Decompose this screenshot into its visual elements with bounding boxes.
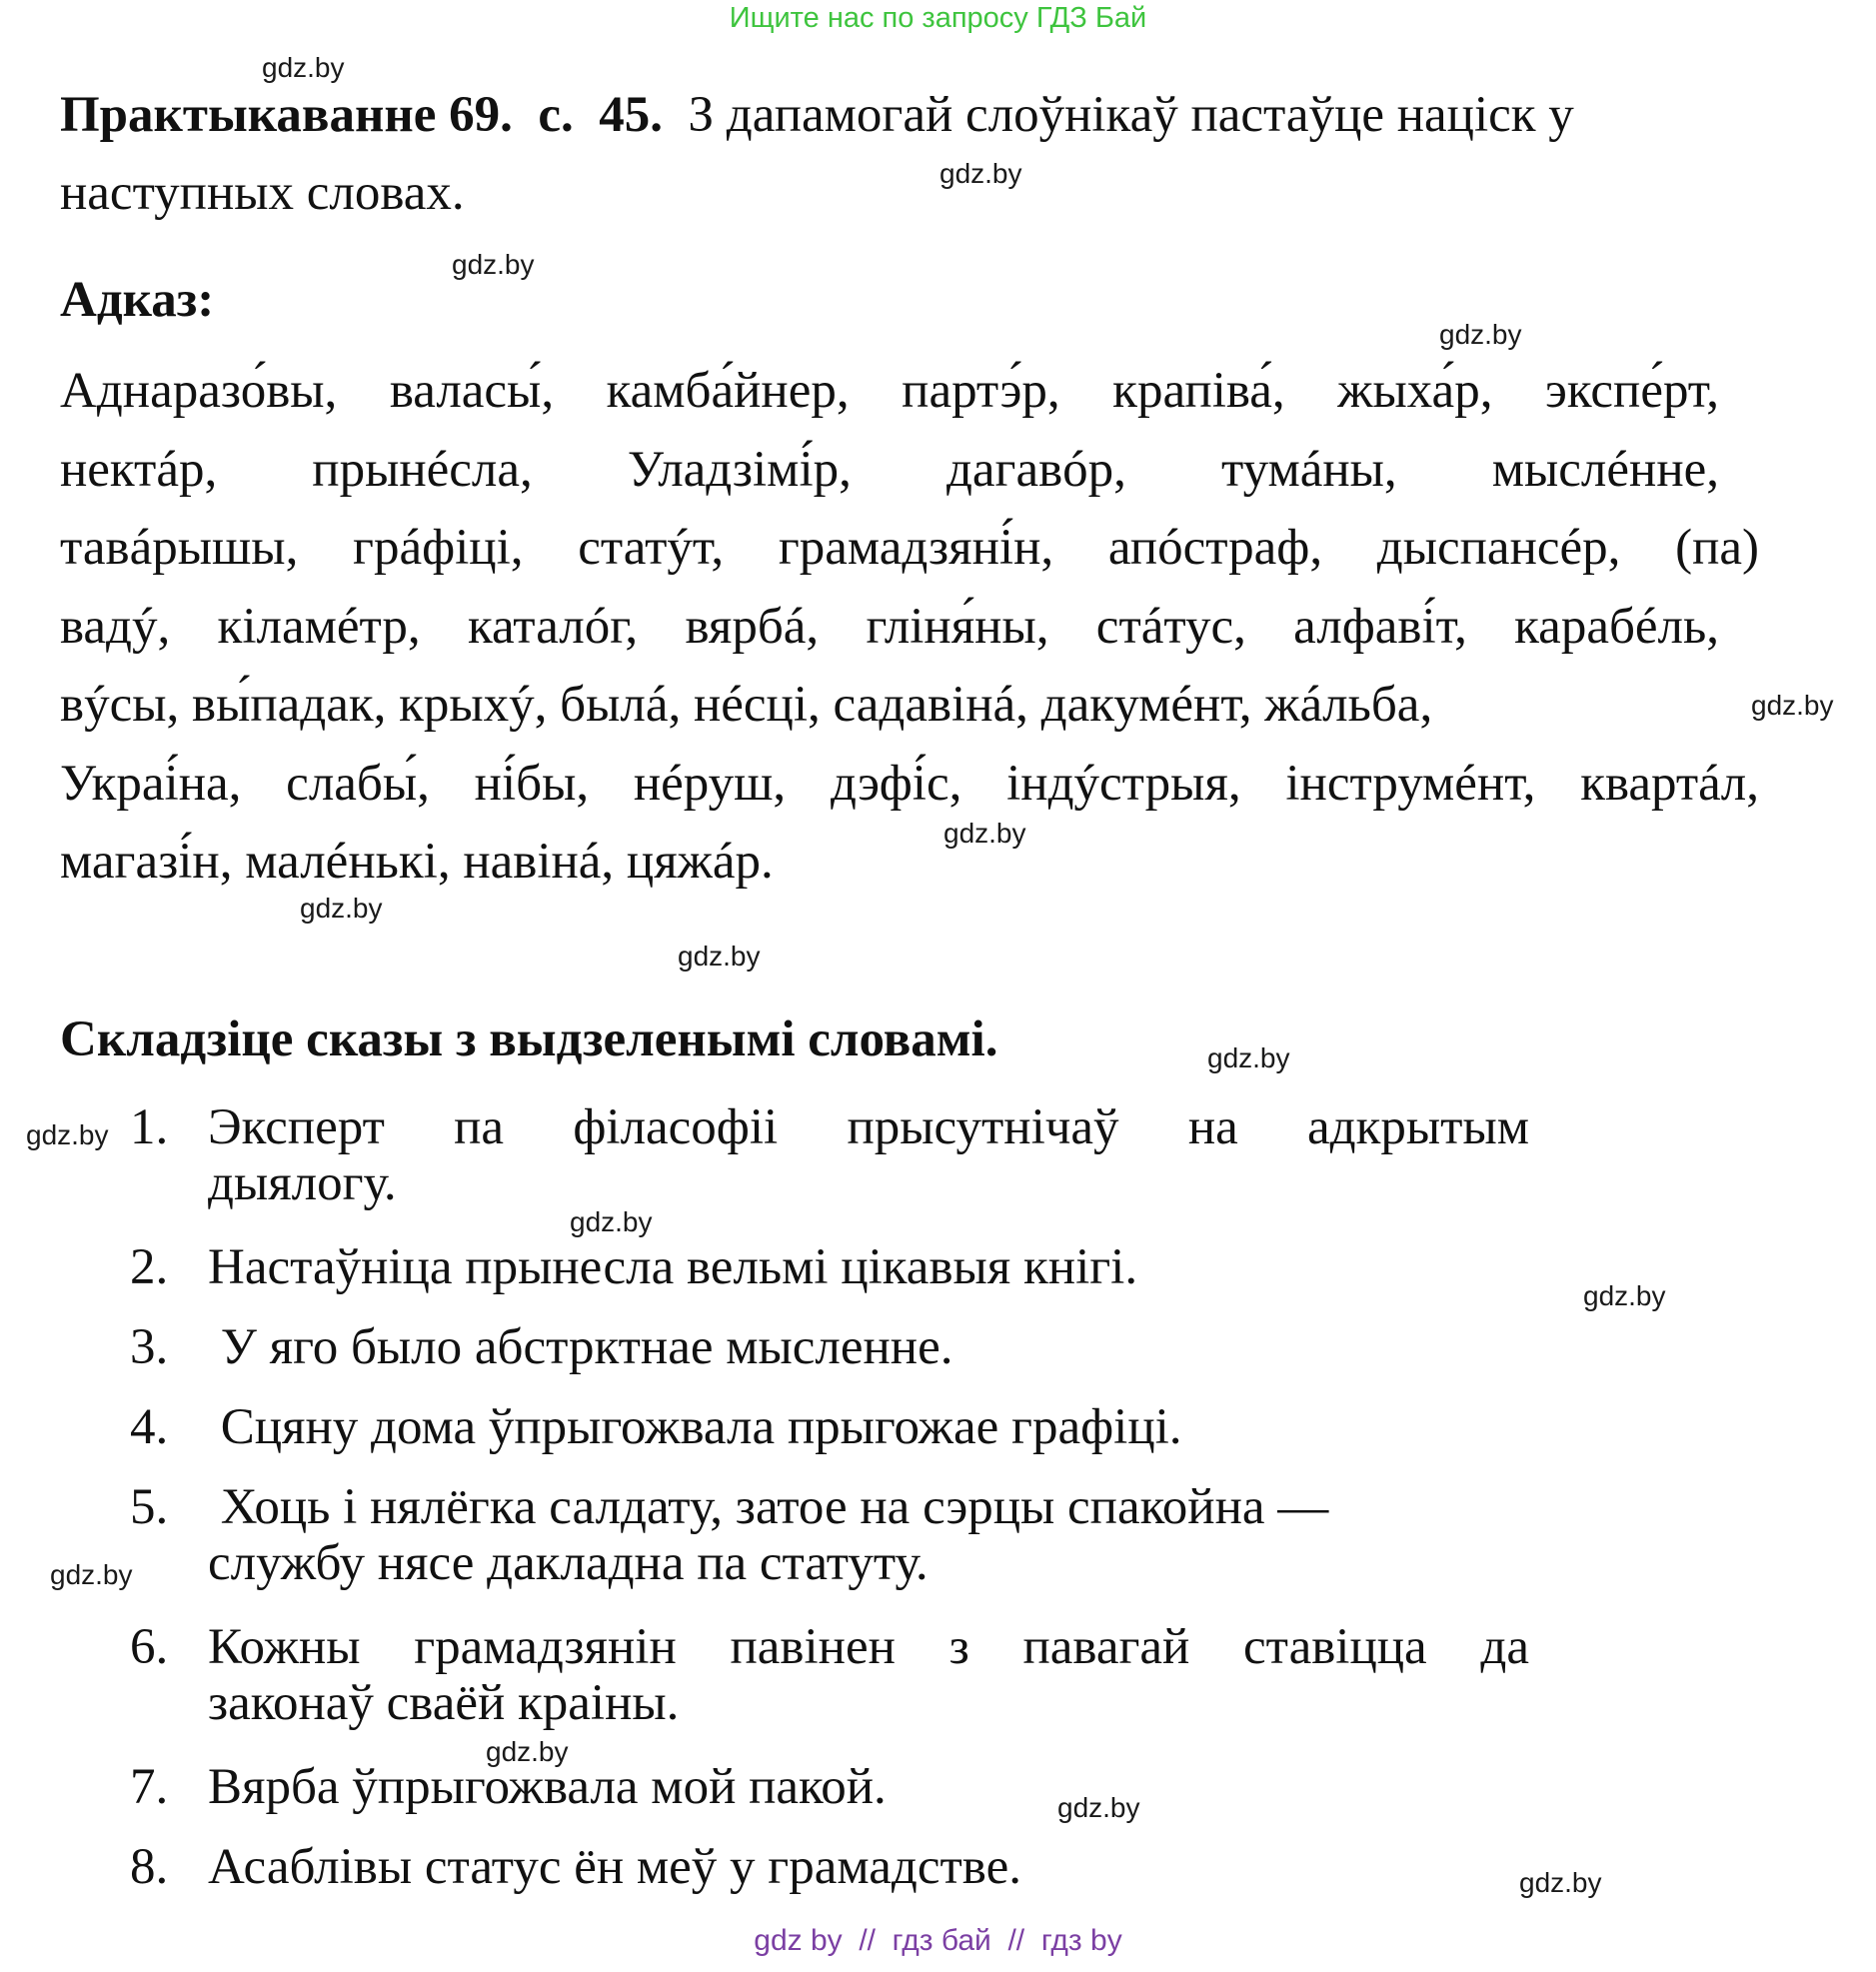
answer-line: магазі́н, малéнькі, навінá, цяжáр. [60, 834, 774, 890]
watermark: gdz.by [50, 1559, 133, 1590]
sentence-number: 2. [130, 1239, 169, 1295]
watermark: gdz.by [1583, 1280, 1666, 1311]
answer-line: Украі́на, слабы́, ні́бы, нéруш, дэфі́с, індýстрыя, інструмéнт, квартáл, [60, 755, 1759, 812]
sentences-heading: Складзіце сказы з выдзеленымі словамі. [60, 1011, 998, 1067]
watermark: gdz.by [262, 52, 345, 83]
sentence-text: У яго было абстрктнае мысленне. [208, 1319, 953, 1375]
sentence-line: Кожны грамадзянін павінен з павагай ставіцца да [208, 1619, 1529, 1675]
sentence-text: Вярба ўпрыгожвала мой пакой. [208, 1759, 887, 1815]
top-banner: Ищите нас по запросу ГДЗ Бай [729, 2, 1147, 34]
watermark: gdz.by [570, 1206, 653, 1237]
sentence-number: 1. [130, 1099, 169, 1155]
sentence-line: Эксперт па філасофіі прысутнічаў на адкрытым [208, 1099, 1529, 1155]
watermark: gdz.by [452, 249, 535, 280]
sentence-number: 4. [130, 1399, 169, 1455]
watermark: gdz.by [1519, 1867, 1602, 1898]
answer-heading: Адказ: [60, 272, 215, 328]
answer-line: тавáрышы, грáфіці, статýт, грамадзяні́н, апóстраф, дыспансéр, (па) [60, 520, 1759, 576]
sentence-text: Сцяну дома ўпрыгожвала прыгожае графіці. [208, 1399, 1182, 1455]
watermark: gdz.by [678, 941, 761, 972]
sentence-item-1 [130, 1099, 1529, 1211]
sentence-text: Асаблівы статус ён меў у грамадстве. [208, 1839, 1021, 1895]
footer-links: gdz by // гдз бай // гдз by [754, 1924, 1122, 1957]
task-text: З дапамогай слоўнікаў пастаўце націск у [688, 87, 1574, 143]
answer-line: вадý, кіламéтр, каталóг, вярбá, гліня́ны, стáтус, алфаві́т, карабéль, [60, 598, 1719, 655]
watermark: gdz.by [1207, 1042, 1290, 1073]
watermark: gdz.by [1057, 1792, 1140, 1823]
watermark: gdz.by [300, 893, 383, 924]
sentence-text [208, 1619, 1529, 1731]
sentence-line: службу нясе дакладна па статуту. [208, 1535, 929, 1591]
watermark: gdz.by [943, 818, 1026, 849]
sentence-text: Настаўніца прынесла вельмі цікавыя кнігі. [208, 1239, 1138, 1295]
sentence-number: 5. [130, 1479, 169, 1535]
sentence-line: законаў сваёй краіны. [208, 1675, 680, 1731]
sentence-number: 8. [130, 1839, 169, 1895]
answer-line: нектáр, прынéсла, Уладзімі́р, дагавóр, тумáны, мыслéнне, [60, 441, 1719, 498]
sentence-line: Хоць і нялёгка салдату, затое на сэрцы спакойна — [208, 1479, 1329, 1535]
task-statement [60, 76, 1574, 154]
task-page-number: 45. [599, 87, 663, 143]
sentence-item-6 [130, 1619, 1529, 1731]
watermark: gdz.by [486, 1736, 569, 1767]
task-label: Практыкаванне 69. [60, 87, 513, 143]
answer-line: Аднаразо́вы, валасы́, камба́йнер, партэ́р, крапіва́, жыха́р, экспе́рт, [60, 363, 1719, 419]
watermark: gdz.by [1751, 690, 1834, 721]
sentence-number: 6. [130, 1619, 169, 1675]
sentence-number: 3. [130, 1319, 169, 1375]
watermark: gdz.by [1439, 319, 1522, 350]
task-page-prefix: с. [538, 87, 574, 143]
watermark: gdz.by [26, 1119, 109, 1150]
sentence-item-5 [130, 1479, 1529, 1591]
sentence-text [208, 1479, 1529, 1591]
task-text-continued: наступных словах. [60, 165, 465, 221]
answer-line: вýсы, вы́падак, крыхý, былá, нéсці, садавінá, дакумéнт, жáльба, [60, 677, 1433, 733]
sentence-number: 7. [130, 1759, 169, 1815]
sentence-line: дыялогу. [208, 1155, 397, 1211]
sentence-text [208, 1099, 1529, 1211]
watermark: gdz.by [939, 158, 1022, 189]
answer-text [60, 352, 1759, 902]
